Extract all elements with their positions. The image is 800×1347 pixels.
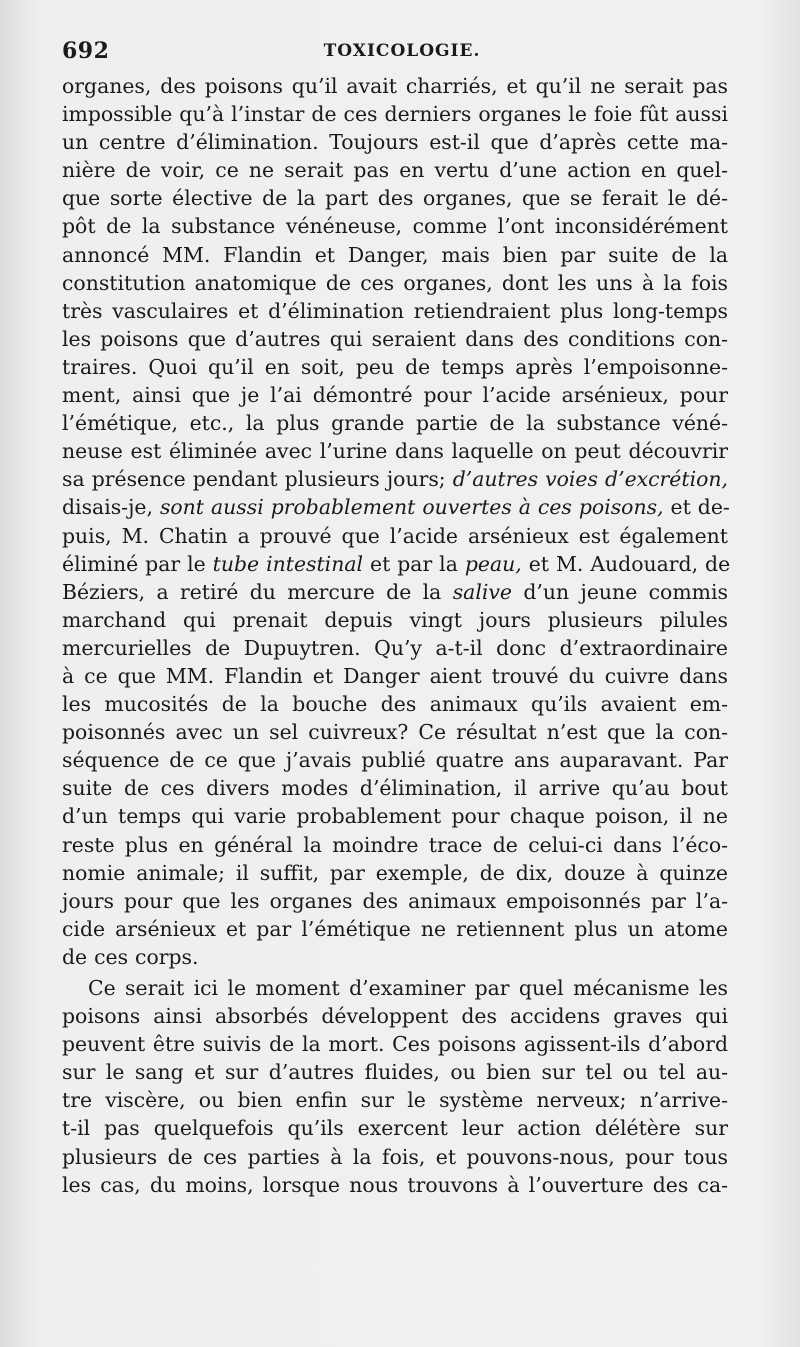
- italic-phrase: sont aussi probablement ouvertes à ces poisons,: [159, 495, 664, 520]
- text-line: suite de ces divers modes d’élimination, il arrive qu’au bout: [62, 776, 728, 801]
- text-line: les mucosités de la bouche des animaux qu’ils avaient em-: [62, 692, 728, 717]
- text-line: un centre d’élimination. Toujours est-il que d’après cette ma-: [62, 130, 728, 155]
- text-line: poisons ainsi absorbés développent des accidens graves qui: [62, 1004, 728, 1029]
- text-line: les cas, du moins, lorsque nous trouvons à l’ouverture des ca-: [62, 1172, 728, 1197]
- italic-phrase: peau,: [464, 551, 522, 576]
- page-number: 692: [62, 38, 110, 64]
- paragraph-1: [62, 72, 731, 971]
- page-header: [62, 38, 742, 68]
- text-line: tre viscère, ou bien enfin sur le système nerveux; n’arrive-: [62, 1088, 728, 1113]
- text-line: l’émétique, etc., la plus grande partie de la substance véné-: [62, 411, 728, 436]
- text-line: marchand qui prenait depuis vingt jours plusieurs pilules: [62, 607, 728, 632]
- text-line: d’un temps qui varie probablement pour chaque poison, il ne: [62, 804, 728, 829]
- text-line: de ces corps.: [62, 944, 199, 969]
- text-line: nomie animale; il suffit, par exemple, de dix, douze à quinze: [62, 860, 728, 885]
- text-line: pôt de la substance vénéneuse, comme l’ont inconsidérément: [62, 214, 728, 239]
- text-line: plusieurs de ces parties à la fois, et pouvons-nous, pour tous: [62, 1144, 728, 1169]
- text-line: séquence de ce que j’avais publié quatre ans auparavant. Par: [62, 748, 728, 773]
- text-line: constitution anatomique de ces organes, dont les uns à la fois: [62, 270, 728, 295]
- text-line: sa présence pendant plusieurs jours; d’autres voies d’excrétion,: [62, 467, 728, 492]
- text-line: à ce que MM. Flandin et Danger aient trouvé du cuivre dans: [62, 663, 728, 688]
- italic-phrase: tube intestinal: [212, 551, 364, 576]
- text-line: neuse est éliminée avec l’urine dans laquelle on peut découvrir: [62, 439, 728, 464]
- text-line: les poisons que d’autres qui seraient dans des conditions con-: [62, 326, 728, 351]
- running-head: TOXICOLOGIE.: [323, 41, 481, 61]
- italic-phrase: d’autres voies d’excrétion,: [452, 467, 728, 492]
- text-line: reste plus en général la moindre trace de celui-ci dans l’éco-: [62, 832, 728, 857]
- text-line: jours pour que les organes des animaux empoisonnés par l’a-: [62, 888, 728, 913]
- text-line: nière de voir, ce ne serait pas en vertu d’une action en quel-: [62, 158, 728, 183]
- text-line: peuvent être suivis de la mort. Ces poisons agissent-ils d’abord: [62, 1032, 728, 1057]
- text-line: sur le sang et sur d’autres fluides, ou bien sur tel ou tel au-: [62, 1060, 728, 1085]
- paragraph-2: [62, 974, 728, 1199]
- text-line: que sorte élective de la part des organes, que se ferait le dé-: [62, 186, 728, 211]
- text-line: Ce serait ici le moment d’examiner par quel mécanisme les: [88, 976, 728, 1000]
- text-line: très vasculaires et d’élimination retiendraient plus long-temps: [62, 298, 728, 323]
- text-line: poisonnés avec un sel cuivreux? Ce résultat n’est que la con-: [62, 720, 728, 745]
- body-text: [62, 72, 731, 1199]
- italic-phrase: salive: [452, 579, 512, 604]
- text-line: annoncé MM. Flandin et Danger, mais bien par suite de la: [62, 242, 728, 267]
- text-line: mercurielles de Dupuytren. Qu’y a-t-il donc d’extraordinaire: [62, 635, 728, 660]
- text-line: ment, ainsi que je l’ai démontré pour l’acide arsénieux, pour: [62, 383, 728, 408]
- text-line: organes, des poisons qu’il avait charriés, et qu’il ne serait pas: [62, 74, 728, 98]
- text-line: disais-je, sont aussi probablement ouvertes à ces poisons, et de-: [62, 495, 730, 520]
- text-line: impossible qu’à l’instar de ces derniers organes le foie fût aussi: [62, 102, 728, 127]
- text-line: Béziers, a retiré du mercure de la salive d’un jeune commis: [62, 579, 728, 604]
- text-line: traires. Quoi qu’il en soit, peu de temps après l’empoisonne-: [62, 354, 728, 379]
- text-line: puis, M. Chatin a prouvé que l’acide arsénieux est également: [62, 523, 728, 548]
- text-line: t-il pas quelquefois qu’ils exercent leur action délétère sur: [62, 1116, 728, 1141]
- text-line: cide arsénieux et par l’émétique ne retiennent plus un atome: [62, 916, 728, 941]
- text-line: éliminé par le tube intestinal et par la peau, et M. Audouard, de: [62, 551, 731, 576]
